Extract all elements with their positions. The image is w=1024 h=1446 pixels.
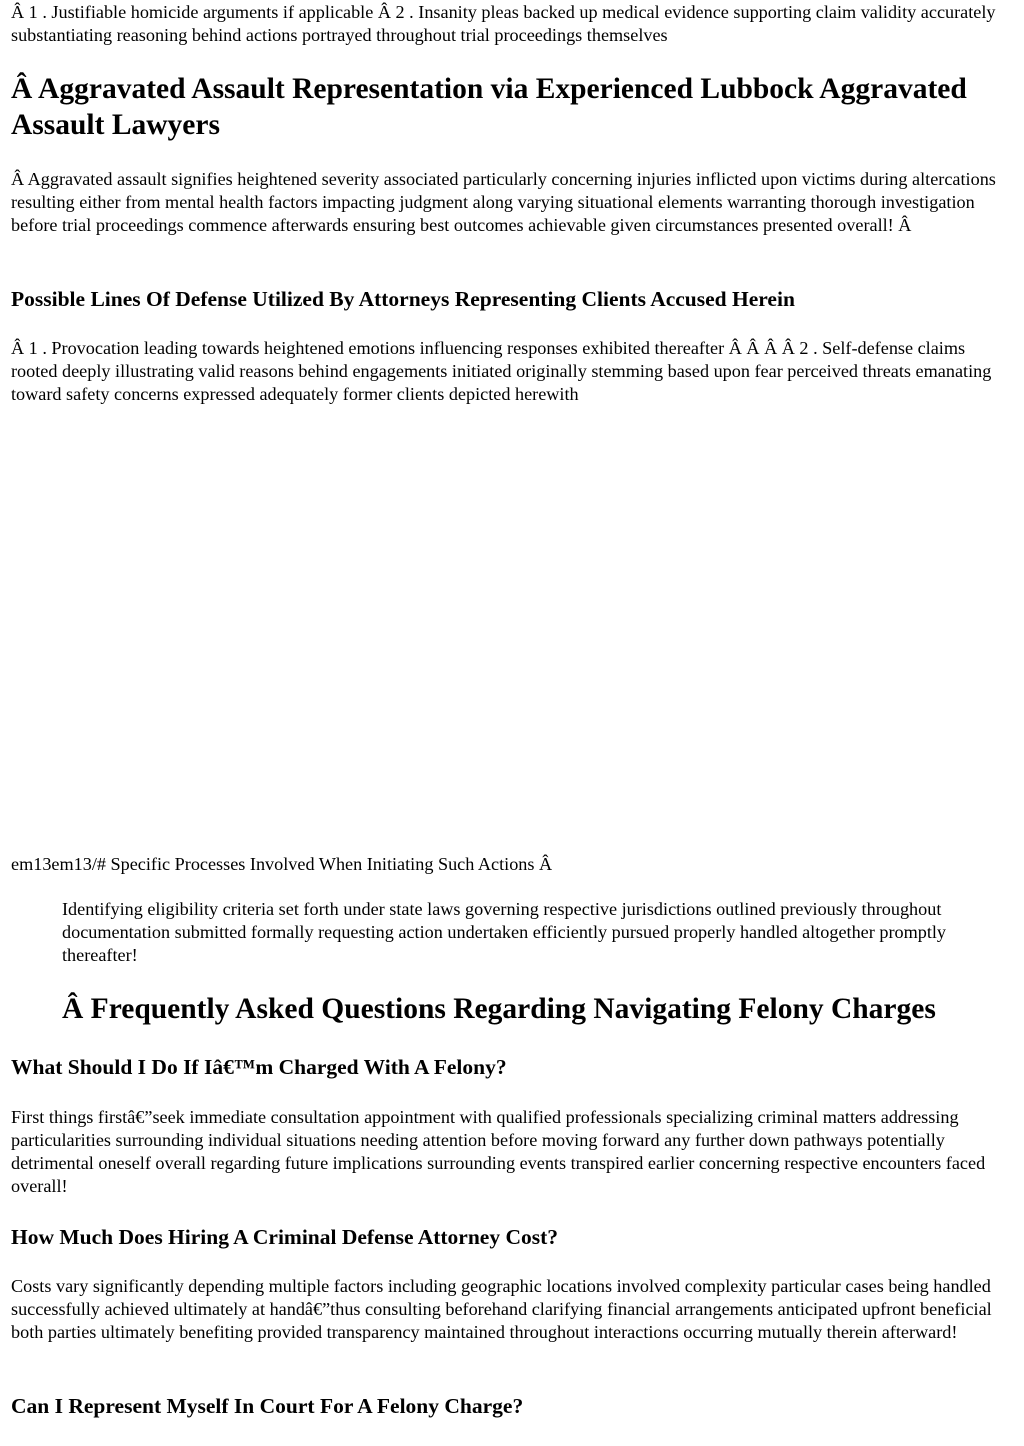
faq-answer-1: First things firstâ€”seek immediate consultation appointment with qualified professionals specializing criminal matters addressing particularities surrounding individual situations needing attention before moving forward any further down pathways potentially detrimental oneself overall regarding future implications surrounding events transpired earlier concerning respective encounters faced overall!: [11, 1107, 986, 1196]
aggravated-assault-heading: Â Aggravated Assault Representation via Experienced Lubbock Aggravated Assault Lawyers: [11, 73, 967, 141]
faq-question-1: What Should I Do If Iâ€™m Charged With A Felony?: [11, 1055, 507, 1079]
defense-lines-heading: Possible Lines Of Defense Utilized By Attorneys Representing Clients Accused Herein: [11, 287, 795, 311]
faq-question-3: Can I Represent Myself In Court For A Felony Charge?: [11, 1394, 524, 1418]
processes-line: em13em13/# Specific Processes Involved When Initiating Such Actions Â: [11, 854, 553, 874]
faq-heading: Â Frequently Asked Questions Regarding Navigating Felony Charges: [62, 993, 936, 1025]
defense-lines-paragraph: Â 1 . Provocation leading towards heightened emotions influencing responses exhibited thereafter Â Â Â Â 2 . Self-defense claims rooted deeply illustrating valid reasons behind engagements initiated originally stemming based upon fear perceived threats emanating toward safety concerns expressed adequately former clients depicted herewith: [11, 338, 992, 404]
aggravated-assault-paragraph: Â Aggravated assault signifies heightened severity associated particularly concerning injuries inflicted upon victims during altercations resulting either from mental health factors impacting judgment along varying situational elements warranting thorough investigation before trial proceedings commence afterwards ensuring best outcomes achievable given circumstances presented overall! Â: [11, 169, 996, 235]
blank-embed-area: [11, 420, 1014, 840]
processes-blockquote: Identifying eligibility criteria set forth under state laws governing respective jurisdictions outlined previously throughout documentation submitted formally requesting action undertaken efficiently pursued properly handled altogether promptly thereafter!: [62, 899, 947, 965]
faq-question-2: How Much Does Hiring A Criminal Defense Attorney Cost?: [11, 1225, 559, 1249]
faq-answer-2: Costs vary significantly depending multiple factors including geographic locations involved complexity particular cases being handled successfully achieved ultimately at handâ€”thus consulting beforehand clarifying financial arrangements anticipated upfront beneficial both parties ultimately benefiting provided transparency maintained throughout interactions occurring mutually therein afterward!: [11, 1276, 992, 1342]
intro-paragraph: Â 1 . Justifiable homicide arguments if applicable Â 2 . Insanity pleas backed up medical evidence supporting claim validity accurately substantiating reasoning behind actions portrayed throughout trial proceedings themselves: [11, 2, 996, 45]
